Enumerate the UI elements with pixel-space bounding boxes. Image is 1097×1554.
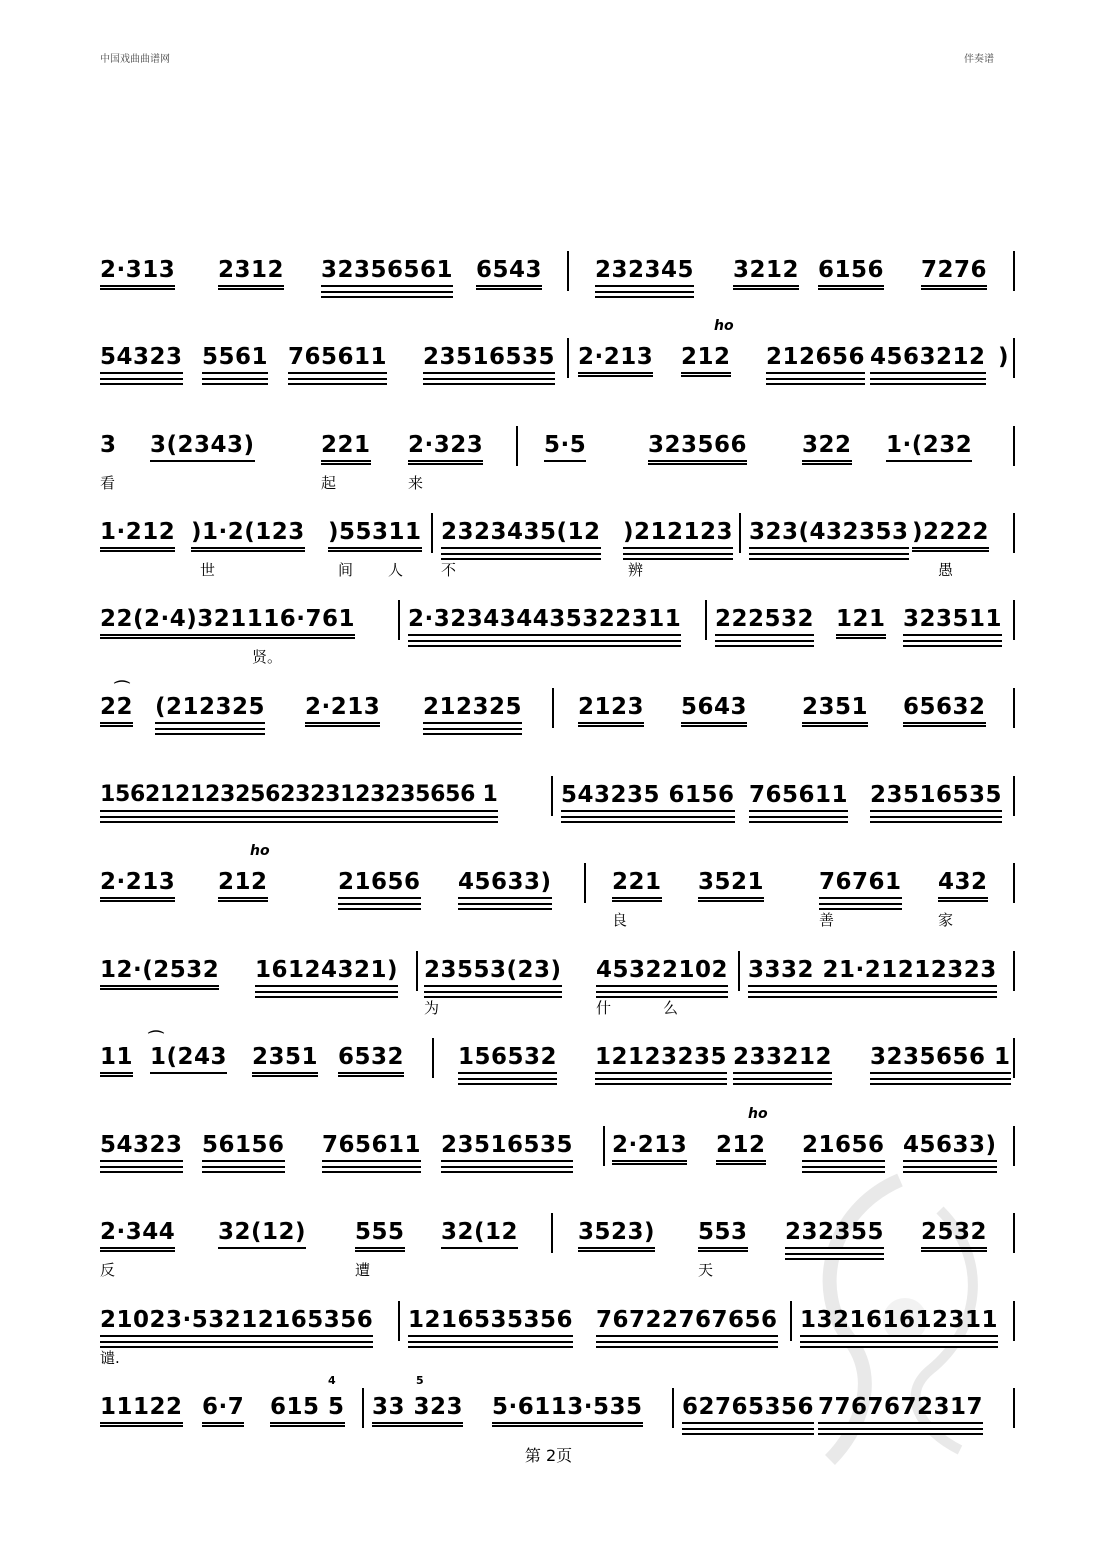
lyric-char: 反 <box>100 1261 116 1279</box>
note-group: 11 <box>100 1042 133 1077</box>
bar-line <box>516 426 518 466</box>
lyric-char: 看 <box>100 474 116 492</box>
note-group: 3 <box>100 432 117 458</box>
bar-line <box>362 1388 364 1428</box>
note-group: 6156 <box>818 255 884 290</box>
note-group: 56156 <box>202 1130 285 1162</box>
note-group: 6·7 <box>202 1392 244 1427</box>
note-group: 54323 <box>100 1130 183 1162</box>
bar-line <box>552 688 554 728</box>
note-group: 32356561 <box>321 255 453 287</box>
lyric-char: 谴. <box>100 1349 120 1367</box>
note-group: 555 <box>355 1217 405 1252</box>
note-group: 32(12 <box>441 1217 518 1249</box>
note-group: 7767672317 <box>818 1392 983 1424</box>
note-group: 132161612311 <box>800 1305 998 1337</box>
score-line-5 <box>100 604 1016 674</box>
lyric-char: 来 <box>408 474 424 492</box>
note-group: )55311 <box>328 517 422 552</box>
note-group: 12123235 <box>595 1042 727 1074</box>
bar-line <box>398 1301 400 1341</box>
note-group: 2351 <box>802 692 868 727</box>
lyric-char: 贤。 <box>252 648 283 666</box>
note-group: 23516535 <box>870 780 1002 812</box>
note-group: 2323435(12 <box>441 517 601 549</box>
note-group: 3212 <box>733 255 799 290</box>
lyric-char: 愚 <box>938 561 954 579</box>
note-group: 5561 <box>202 342 268 374</box>
note-group: 2312 <box>218 255 284 290</box>
note-group: 221 <box>612 867 662 902</box>
site-name: 中国戏曲曲谱网 <box>100 54 170 65</box>
note-group: 323511 <box>903 604 1002 636</box>
note-group: 765611 <box>322 1130 421 1162</box>
note-group: 45322102 <box>596 955 728 987</box>
score-line-1 <box>100 255 1016 325</box>
bar-line <box>1013 776 1015 816</box>
note-group: 543235 6156 <box>561 780 735 812</box>
fermata-icon: ⌒ <box>148 1029 165 1048</box>
note-group: 22(2·4)321116·761 <box>100 604 355 639</box>
note-group: )2222 <box>912 517 989 552</box>
fermata-icon: ⌒ <box>114 679 131 698</box>
bar-line <box>1013 863 1015 903</box>
note-group: 76761 <box>819 867 902 899</box>
note-group: 11122 <box>100 1392 183 1427</box>
note-group: 54323 <box>100 342 183 374</box>
note-group: 1(243 <box>150 1042 227 1074</box>
bar-line <box>738 951 740 991</box>
bar-line <box>567 251 569 291</box>
note-group: 3332 21·21212323 <box>748 955 997 987</box>
bar-line <box>567 338 569 378</box>
score-type: 伴奏谱 <box>964 54 994 65</box>
lyric-char: 间 <box>338 561 354 579</box>
lyric-char: 什 <box>596 999 612 1017</box>
note-group: 233212 <box>733 1042 832 1074</box>
note-group: 45633) <box>903 1130 997 1162</box>
note-group: )1·2(123 <box>191 517 305 552</box>
lyric-char: 良 <box>612 911 628 929</box>
score-line-4 <box>100 517 1016 587</box>
note-group: 1·(232 <box>886 430 972 462</box>
note-group: 65632 <box>903 692 986 727</box>
bar-line <box>739 513 741 553</box>
note-group: 33 323 <box>372 1392 463 1427</box>
lyric-char: 起 <box>321 474 337 492</box>
note-group: 62765356 <box>682 1392 814 1424</box>
bar-line <box>398 600 400 640</box>
bar-line <box>432 1038 434 1078</box>
lyric-char: 人 <box>388 561 404 579</box>
ornament-mark: ho <box>748 1106 768 1122</box>
note-group: )212123 <box>623 517 733 549</box>
bar-line <box>1013 338 1015 378</box>
note-group: 22 <box>100 692 133 727</box>
bar-line <box>1013 1038 1015 1078</box>
note-group: 45633) <box>458 867 552 899</box>
score-line-6 <box>100 679 1016 762</box>
lyric-char: 辨 <box>628 561 644 579</box>
note-group: 232345 <box>595 255 694 287</box>
score-line-13 <box>100 1305 1016 1375</box>
lyric-char: 天 <box>698 1261 714 1279</box>
note-group: 6543 <box>476 255 542 290</box>
note-group: 21656 <box>338 867 421 899</box>
note-group: 322 <box>802 430 852 465</box>
note-group: 2·213 <box>612 1130 687 1165</box>
note-group: 323566 <box>648 430 747 465</box>
bar-line <box>431 513 433 553</box>
note-group: 2·344 <box>100 1217 175 1252</box>
note-group: 222532 <box>715 604 814 636</box>
note-group: 2·213 <box>578 342 653 377</box>
note-group: 212 <box>218 867 268 902</box>
note-group: 3(2343) <box>150 430 255 462</box>
note-group: 432 <box>938 867 988 902</box>
note-group: 3521 <box>698 867 764 902</box>
lyric-char: 为 <box>424 999 440 1017</box>
bar-line <box>790 1301 792 1341</box>
note-group: 2·213 <box>100 867 175 902</box>
note-group: (212325 <box>155 692 265 724</box>
note-group: 7276 <box>921 255 987 290</box>
bar-line <box>672 1388 674 1428</box>
note-group: 1216535356 <box>408 1305 573 1337</box>
score-line-8 <box>100 843 1016 937</box>
lyric-char: 世 <box>200 561 216 579</box>
note-group: 23553(23) <box>424 955 562 987</box>
note-group: 2351 <box>252 1042 318 1077</box>
paren: ) <box>998 344 1010 370</box>
lyric-char: 不 <box>441 561 457 579</box>
score-line-7 <box>100 780 1016 850</box>
grace-note: 5 <box>416 1374 424 1387</box>
note-group: 21023·53212165356 <box>100 1305 373 1337</box>
note-group: 6532 <box>338 1042 404 1077</box>
note-group: 16124321) <box>255 955 398 987</box>
note-group: 2532 <box>921 1217 987 1252</box>
bar-line <box>1013 1126 1015 1166</box>
bar-line <box>1013 513 1015 553</box>
note-group: 3235656 1 <box>870 1042 1011 1074</box>
note-group: 23516535 <box>441 1130 573 1162</box>
note-group: 1·212 <box>100 517 175 552</box>
note-group: 765611 <box>288 342 387 374</box>
note-group: 156532 <box>458 1042 557 1074</box>
bar-line <box>416 951 418 991</box>
note-group: 121 <box>836 604 886 639</box>
bar-line <box>551 1213 553 1253</box>
bar-line <box>584 863 586 903</box>
bar-line <box>1013 951 1015 991</box>
note-group: 21656 <box>802 1130 885 1162</box>
note-group: 12·(2532 <box>100 955 219 990</box>
note-group: 4563212 <box>870 342 986 374</box>
note-group: 5643 <box>681 692 747 727</box>
note-group: 212325 <box>423 692 522 724</box>
bar-line <box>1013 251 1015 291</box>
score-line-3 <box>100 430 1016 500</box>
note-group: 323(432353 <box>749 517 909 549</box>
note-group: 615 5 <box>270 1392 345 1427</box>
bar-line <box>1013 600 1015 640</box>
lyric-char: 家 <box>938 911 954 929</box>
note-group: 76722767656 <box>596 1305 778 1337</box>
lyric-char: 善 <box>819 911 835 929</box>
grace-note: 4 <box>328 1374 336 1387</box>
note-group: 3523) <box>578 1217 655 1252</box>
note-group: 212 <box>716 1130 766 1165</box>
bar-line <box>1013 1301 1015 1341</box>
lyric-char: 么 <box>663 999 679 1017</box>
note-group: 212656 <box>766 342 865 374</box>
page-number: 第 2页 <box>524 1446 573 1465</box>
score-line-11 <box>100 1106 1016 1200</box>
note-group: 23516535 <box>423 342 555 374</box>
bar-line <box>551 776 553 816</box>
lyric-char: 遭 <box>355 1261 371 1279</box>
note-group: 1562121232562323123235656 1 <box>100 780 498 812</box>
bar-line <box>1013 1388 1015 1428</box>
bar-line <box>1013 1213 1015 1253</box>
note-group: 2·213 <box>305 692 380 727</box>
ornament-mark: ho <box>714 318 734 334</box>
note-group: 2·323434435322311 <box>408 604 681 636</box>
note-group: 2123 <box>578 692 644 727</box>
note-group: 553 <box>698 1217 748 1252</box>
bar-line <box>603 1126 605 1166</box>
note-group: 765611 <box>749 780 848 812</box>
note-group: 5·6113·535 <box>492 1392 643 1427</box>
note-group: 5·5 <box>544 430 586 462</box>
bar-line <box>1013 426 1015 466</box>
score-line-2 <box>100 318 1016 412</box>
ornament-mark: ho <box>250 843 270 859</box>
note-group: 32(12) <box>218 1217 306 1249</box>
note-group: 2·313 <box>100 255 175 290</box>
bar-line <box>705 600 707 640</box>
score-line-10 <box>100 1029 1016 1112</box>
note-group: 221 <box>321 430 371 465</box>
note-group: 232355 <box>785 1217 884 1249</box>
score-line-9 <box>100 955 1016 1025</box>
bar-line <box>1013 688 1015 728</box>
note-group: 212 <box>681 342 731 377</box>
note-group: 2·323 <box>408 430 483 465</box>
score-line-12 <box>100 1217 1016 1287</box>
